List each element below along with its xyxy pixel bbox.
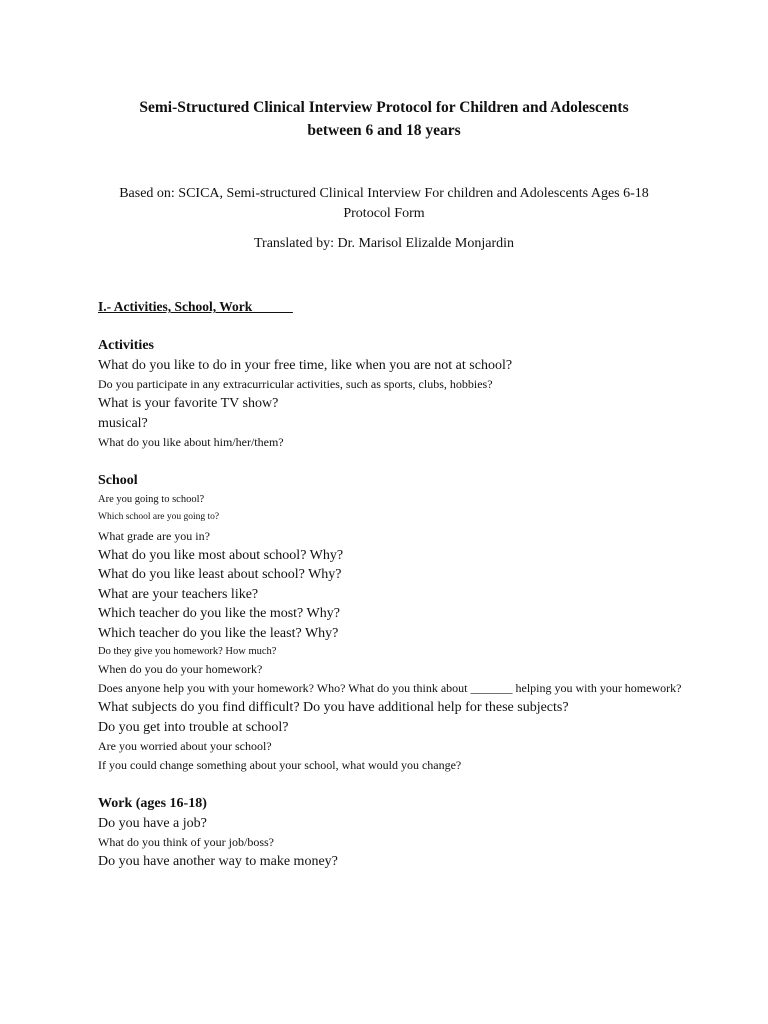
activities-question: What is your favorite TV show? xyxy=(98,396,279,411)
school-question: What grade are you in? xyxy=(98,528,210,543)
work-question: Do you have another way to make money? xyxy=(98,854,338,869)
school-question: What subjects do you find difficult? Do you have additional help for these subjects? xyxy=(98,700,569,715)
activities-question: musical? xyxy=(98,415,148,431)
school-question: Do you get into trouble at school? xyxy=(98,719,289,735)
school-question: When do you do your homework? xyxy=(98,662,263,676)
activities-question: What do you like to do in your free time, like when you are not at school? xyxy=(98,357,513,373)
school-question: Are you worried about your school? xyxy=(98,739,272,753)
document-body xyxy=(98,298,738,872)
school-question: Which teacher do you like the most? Why? xyxy=(98,606,340,621)
section-title: I.- Activities, School, Work______ xyxy=(98,299,293,314)
school-question: What are your teachers like? xyxy=(98,586,259,602)
based-on-line-2: Protocol Form xyxy=(343,206,425,221)
school-question: Do they give you homework? How much? xyxy=(98,646,277,657)
translated-by: Translated by: Dr. Marisol Elizalde Monjardin xyxy=(254,236,514,251)
work-question: What do you think of your job/boss? xyxy=(98,835,274,849)
activities-question: What do you like about him/her/them? xyxy=(98,435,284,449)
school-question: Does anyone help you with your homework? Who? What do you think about _______ helping you with your homework? xyxy=(98,681,682,695)
title-line-2: between 6 and 18 years xyxy=(307,122,461,139)
activities-question: Do you participate in any extracurricular activities, such as sports, clubs, hobbies? xyxy=(98,377,493,391)
school-question: Which school are you going to? xyxy=(98,511,220,522)
school-heading: School xyxy=(98,473,138,488)
work-question: Do you have a job? xyxy=(98,815,207,831)
school-question: Are you going to school? xyxy=(98,493,205,505)
work-heading: Work (ages 16-18) xyxy=(98,796,207,811)
based-on-line-1: Based on: SCICA, Semi-structured Clinical Interview For children and Adolescents Ages 6-18 xyxy=(119,186,649,201)
school-question: Which teacher do you like the least? Why? xyxy=(98,625,339,641)
title-line-1: Semi-Structured Clinical Interview Protocol for Children and Adolescents xyxy=(139,99,629,116)
activities-heading: Activities xyxy=(98,338,154,353)
school-question: What do you like most about school? Why? xyxy=(98,547,344,563)
document-title xyxy=(0,96,768,142)
school-question: What do you like least about school? Why? xyxy=(98,567,342,582)
school-question: If you could change something about your school, what would you change? xyxy=(98,758,462,772)
based-on xyxy=(0,184,768,224)
